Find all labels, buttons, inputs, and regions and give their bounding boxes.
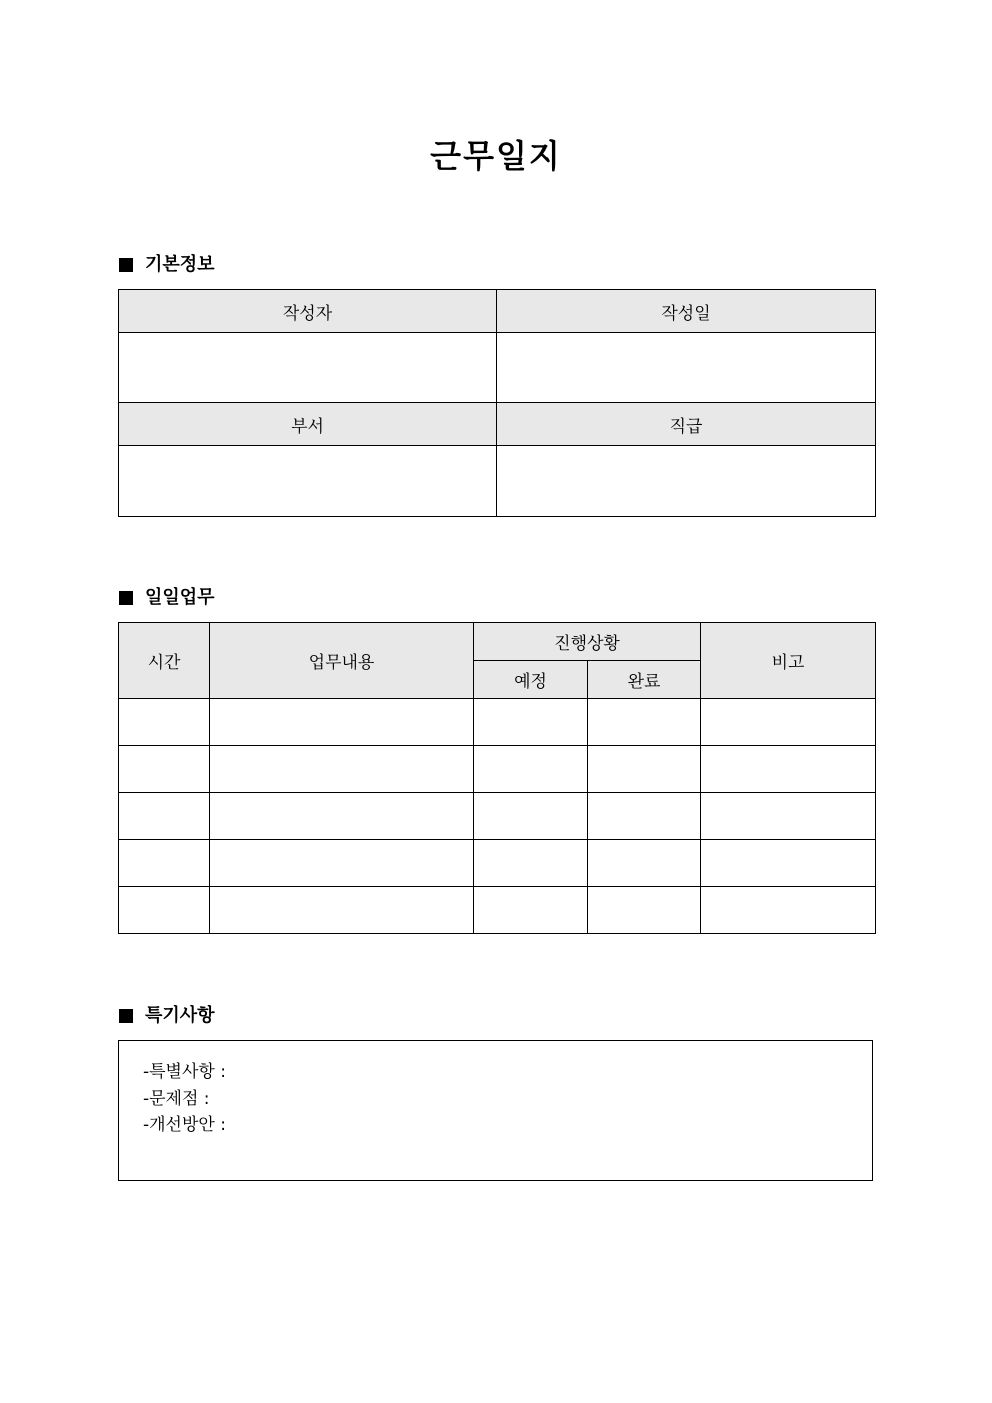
- task-remarks-cell[interactable]: [701, 699, 876, 746]
- task-planned-cell[interactable]: [474, 887, 588, 934]
- task-completed-cell[interactable]: [588, 793, 701, 840]
- task-planned-cell[interactable]: [474, 840, 588, 887]
- task-completed-cell[interactable]: [588, 840, 701, 887]
- task-time-cell[interactable]: [119, 746, 210, 793]
- task-completed-cell[interactable]: [588, 746, 701, 793]
- black-square-icon: [119, 258, 133, 272]
- task-completed-cell[interactable]: [588, 887, 701, 934]
- table-row: [119, 793, 876, 840]
- task-planned-cell[interactable]: [474, 793, 588, 840]
- content-header: 업무내용: [210, 623, 474, 699]
- task-planned-cell[interactable]: [474, 699, 588, 746]
- special-matters-line: -특별사항 :: [143, 1062, 226, 1082]
- completed-header: 완료: [588, 661, 701, 699]
- task-content-cell[interactable]: [210, 887, 474, 934]
- planned-header: 예정: [474, 661, 588, 699]
- document-title: 근무일지: [430, 137, 562, 175]
- position-label: 직급: [497, 403, 876, 446]
- department-field[interactable]: [119, 446, 497, 517]
- basic-info-table: [118, 289, 876, 517]
- black-square-icon: [119, 591, 133, 605]
- task-content-cell[interactable]: [210, 746, 474, 793]
- date-field[interactable]: [497, 333, 876, 403]
- task-remarks-cell[interactable]: [701, 887, 876, 934]
- task-remarks-cell[interactable]: [701, 746, 876, 793]
- task-content-cell[interactable]: [210, 840, 474, 887]
- position-field[interactable]: [497, 446, 876, 517]
- section-heading-label: 특기사항: [145, 1005, 215, 1026]
- improvement-line: -개선방안 :: [143, 1115, 226, 1135]
- table-row: [119, 746, 876, 793]
- date-label: 작성일: [497, 290, 876, 333]
- section-heading-special-notes: [119, 1004, 215, 1028]
- table-row: [119, 840, 876, 887]
- task-time-cell[interactable]: [119, 840, 210, 887]
- special-notes-box[interactable]: [118, 1040, 873, 1181]
- table-row: [119, 699, 876, 746]
- task-content-cell[interactable]: [210, 793, 474, 840]
- task-time-cell[interactable]: [119, 793, 210, 840]
- table-row: [119, 887, 876, 934]
- remarks-header: 비고: [701, 623, 876, 699]
- task-completed-cell[interactable]: [588, 699, 701, 746]
- task-remarks-cell[interactable]: [701, 840, 876, 887]
- task-time-cell[interactable]: [119, 887, 210, 934]
- section-heading-label: 기본정보: [145, 254, 215, 275]
- time-header: 시간: [119, 623, 210, 699]
- section-heading-label: 일일업무: [145, 587, 215, 608]
- task-planned-cell[interactable]: [474, 746, 588, 793]
- black-square-icon: [119, 1009, 133, 1023]
- section-heading-daily-tasks: [119, 586, 215, 610]
- task-time-cell[interactable]: [119, 699, 210, 746]
- author-field[interactable]: [119, 333, 497, 403]
- task-remarks-cell[interactable]: [701, 793, 876, 840]
- task-content-cell[interactable]: [210, 699, 474, 746]
- daily-tasks-table: [118, 622, 876, 934]
- section-heading-basic-info: [119, 253, 215, 277]
- department-label: 부서: [119, 403, 497, 446]
- author-label: 작성자: [119, 290, 497, 333]
- problems-line: -문제점 :: [143, 1088, 210, 1109]
- progress-header: 진행상황: [474, 623, 701, 661]
